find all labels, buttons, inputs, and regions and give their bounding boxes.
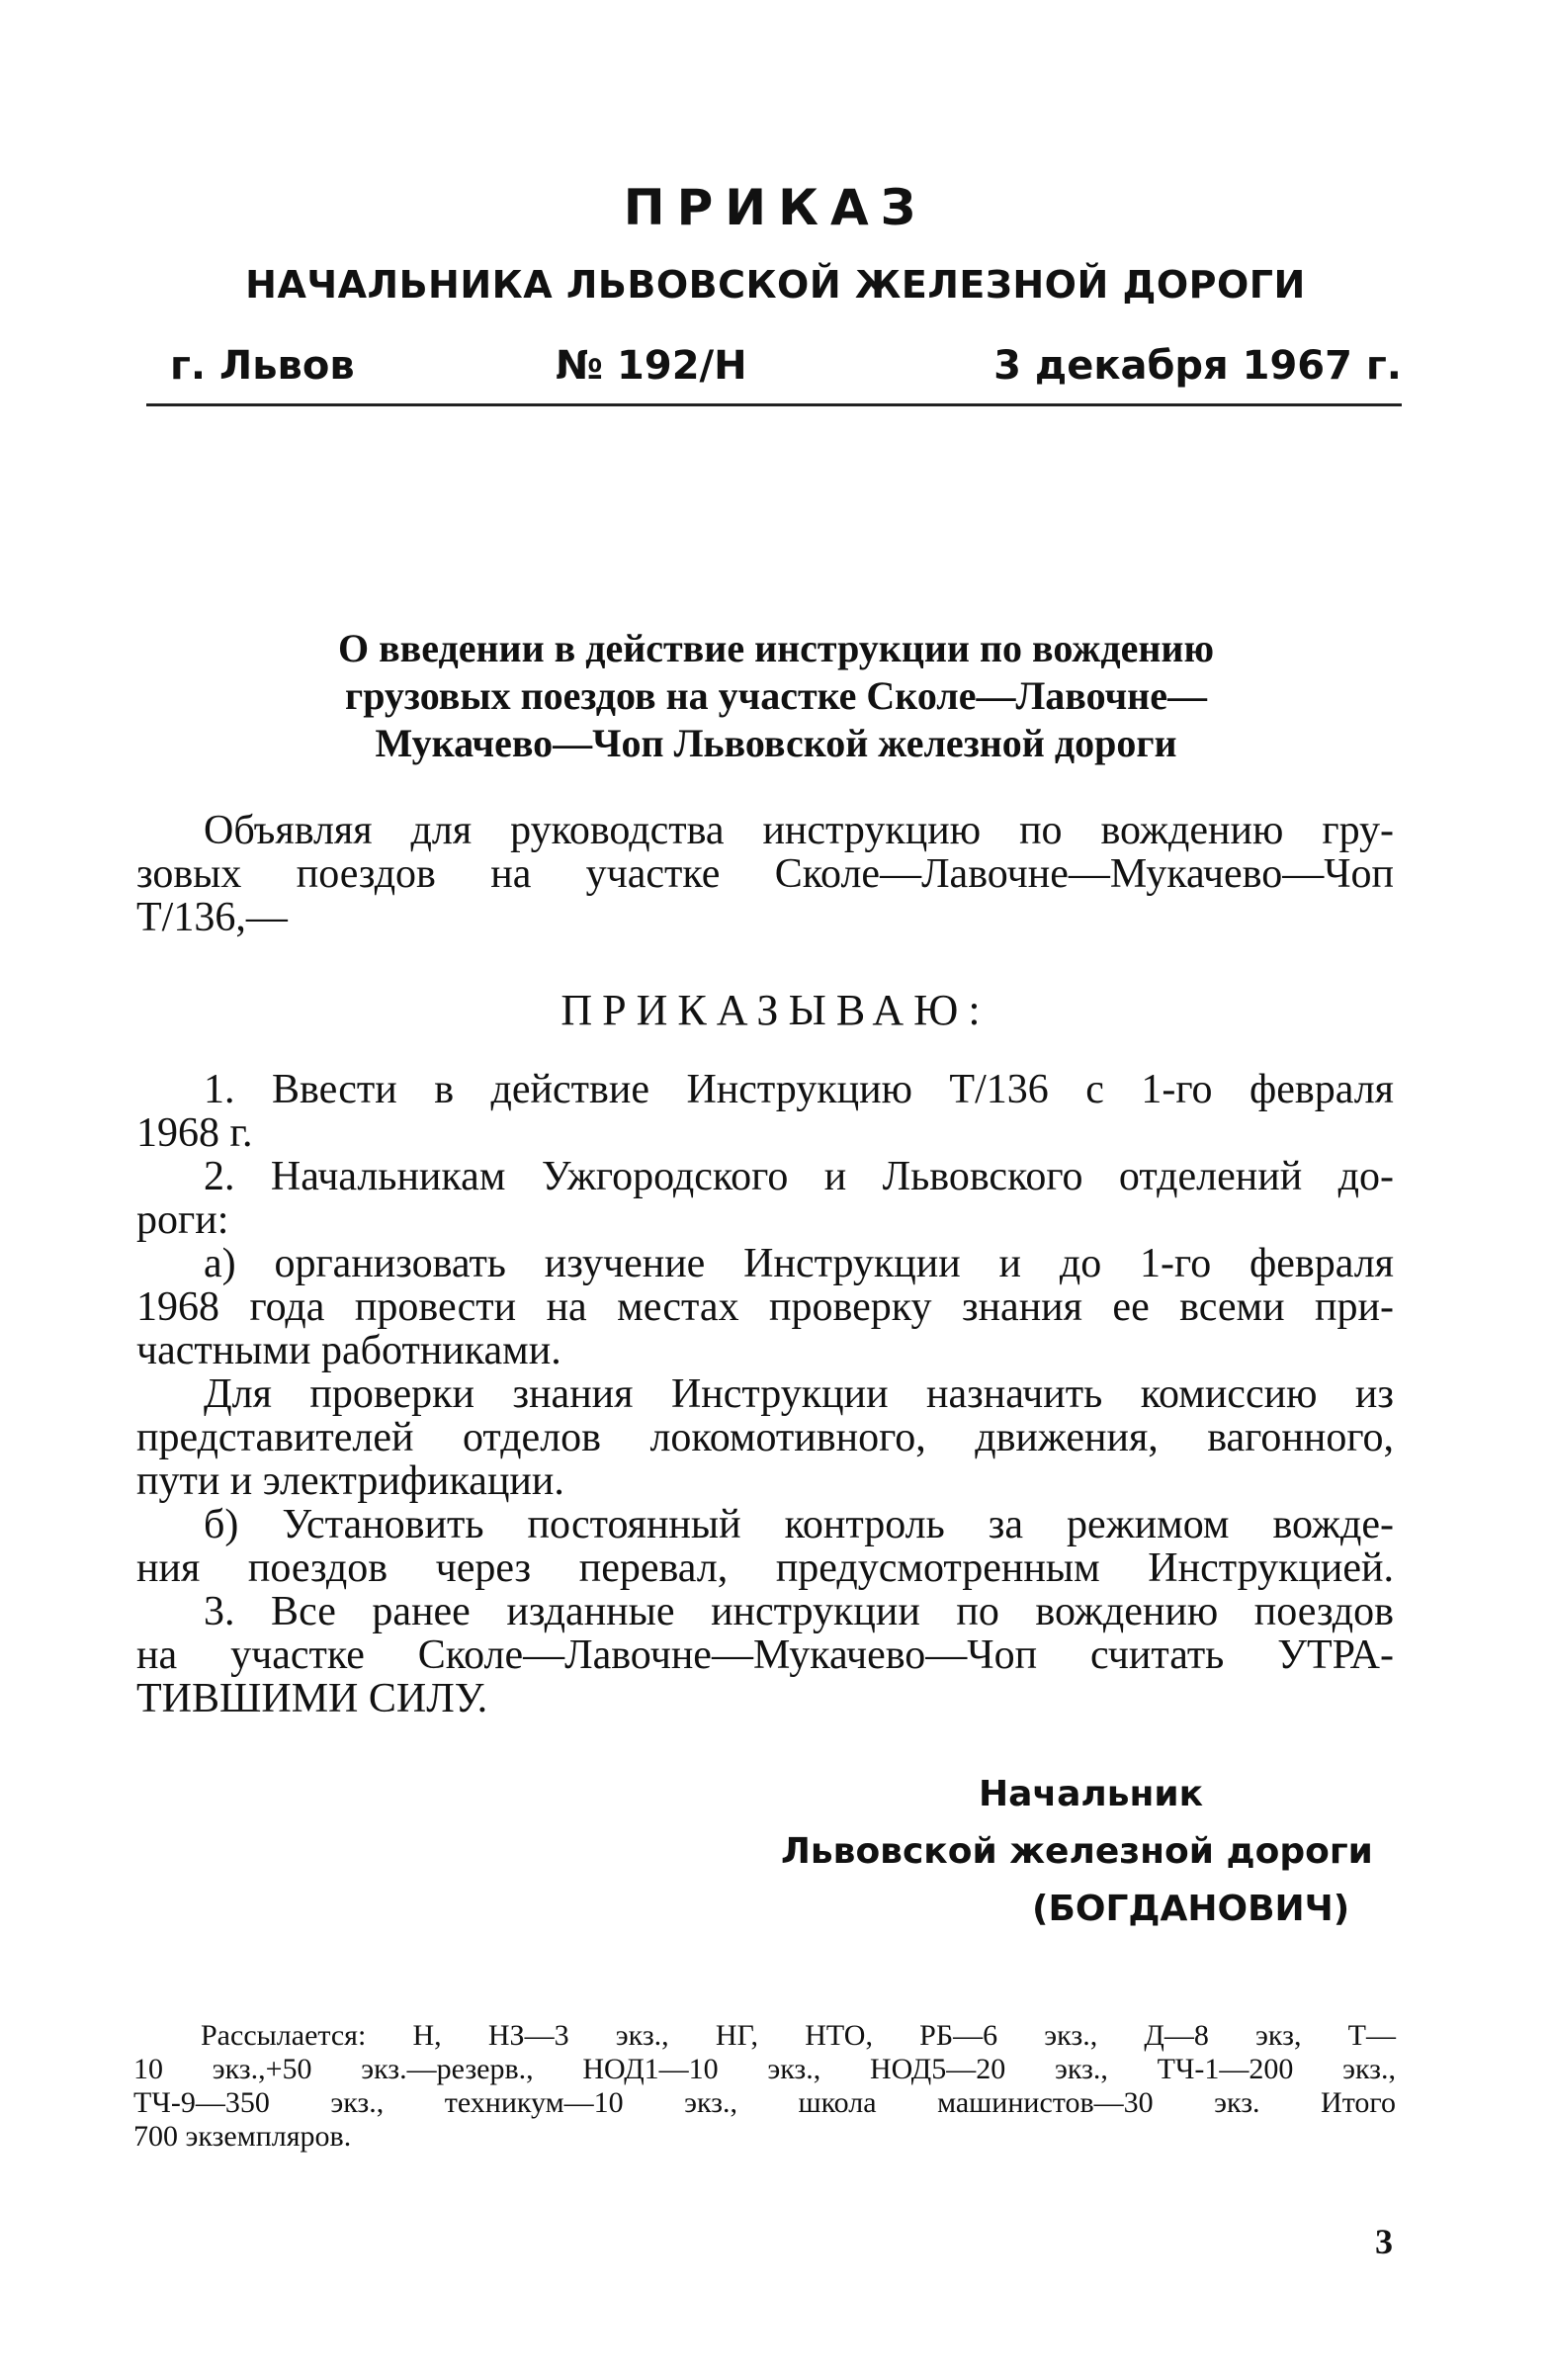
signatory-position: Начальник [979,1774,1204,1814]
order-title: ПРИКАЗ [623,179,928,236]
item-line: на участке Сколе—Лавочне—Мукачево—Чоп считать УТРА- [136,1632,1394,1678]
item-line: 3. Все ранее изданные инструкции по вождению поездов [204,1589,1394,1634]
item-2 [136,1155,1394,1242]
order-number: № 192/Н [556,343,747,389]
order-directive-word: ПРИКАЗЫВАЮ: [560,986,991,1034]
distribution-line: Рассылается: Н, НЗ—3 экз., НГ, НТО, РБ—6 экз., Д—8 экз, Т— [201,2019,1396,2052]
item-2a [136,1242,1394,1372]
item-line: ния поездов через перевал, предусмотренным Инструкцией. [136,1545,1394,1591]
distribution-line: ТЧ-9—350 экз., техникум—10 экз., школа машинистов—30 экз. Итого [133,2086,1396,2119]
item-line: а) организовать изучение Инструкции и до 1-го февраля [204,1241,1394,1286]
heading-line: Мукачево—Чоп Львовской железной дороги [375,721,1177,765]
item-line: частными работниками. [136,1328,561,1373]
signatory-name: (БОГДАНОВИЧ) [1032,1889,1350,1929]
item-2b [136,1503,1394,1590]
item-3 [136,1590,1394,1720]
item-1 [136,1068,1394,1155]
item-commission [136,1372,1394,1503]
item-line: представителей отделов локомотивного, движения, вагонного, [136,1415,1394,1460]
issuer-subtitle: НАЧАЛЬНИКА ЛЬВОВСКОЙ ЖЕЛЕЗНОЙ ДОРОГИ [245,263,1306,307]
preamble-line: зовых поездов на участке Сколе—Лавочне—Мукачево—Чоп [136,851,1394,897]
item-line: 1968 г. [136,1110,253,1156]
order-city: г. Львов [170,343,355,389]
signatory-organization: Львовской железной дороги [781,1831,1373,1872]
item-line: Для проверки знания Инструкции назначить комиссию из [204,1371,1394,1417]
distribution-list [133,2019,1396,2154]
item-line: 1968 года провести на местах проверку знания ее всеми при- [136,1284,1394,1330]
item-line: 1. Ввести в действие Инструкцию Т/136 с 1-го февраля [204,1067,1394,1112]
item-line: ТИВШИМИ СИЛУ. [136,1676,488,1721]
heading-line: грузовых поездов на участке Сколе—Лавочне— [345,673,1207,718]
order-subject-heading [257,625,1295,767]
item-line: 2. Начальникам Ужгородского и Львовского отделений до- [204,1154,1394,1199]
header-divider [146,403,1402,406]
page-number: 3 [1375,2222,1393,2261]
item-line: роги: [136,1197,229,1243]
item-line: б) Установить постоянный контроль за режимом вожде- [204,1502,1394,1547]
preamble-line: Объявляя для руководства инструкцию по вождению гру- [204,808,1394,853]
order-meta-row [170,336,1402,396]
item-line: пути и электрификации. [136,1458,564,1504]
preamble-paragraph [136,809,1394,939]
distribution-line: 700 экземпляров. [133,2120,352,2153]
distribution-line: 10 экз.,+50 экз.—резерв., НОД1—10 экз., НОД5—20 экз., ТЧ-1—200 экз., [133,2053,1396,2085]
heading-line: О введении в действие инструкции по вождению [337,626,1215,670]
order-date: 3 декабря 1967 г. [993,343,1402,389]
preamble-line: Т/136,— [136,895,288,940]
order-items [136,1068,1394,1720]
